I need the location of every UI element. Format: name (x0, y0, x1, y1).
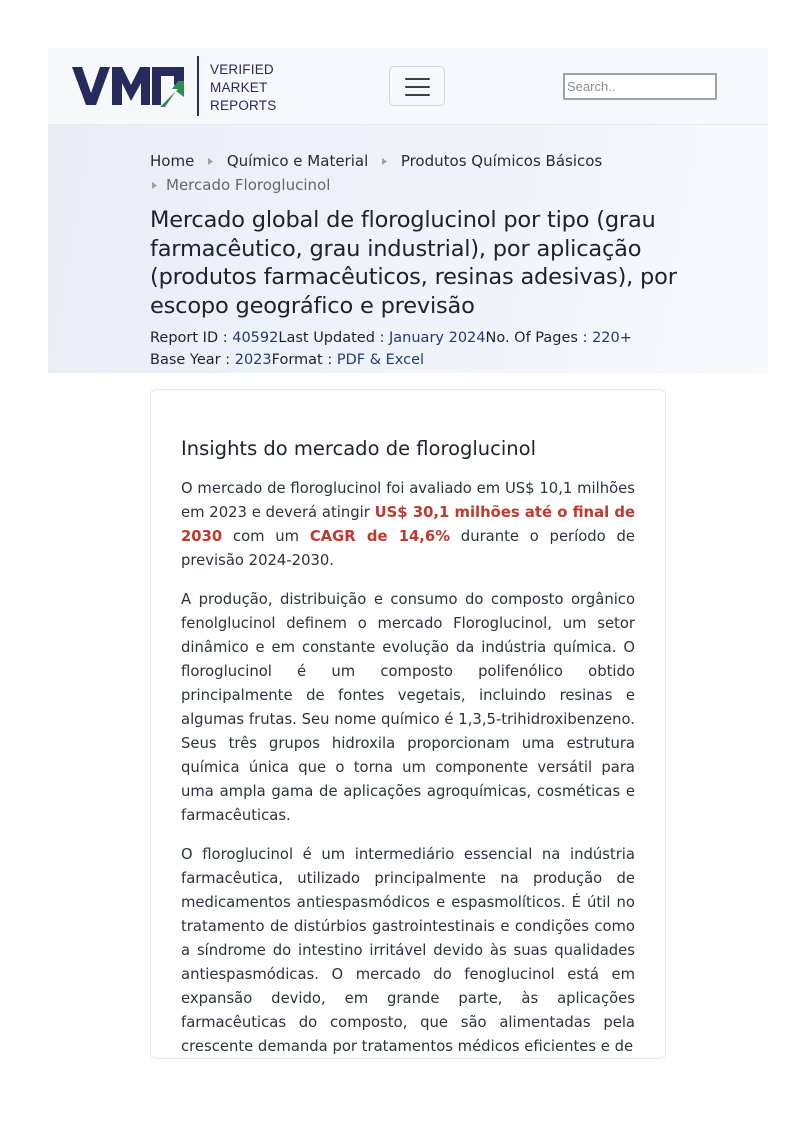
brand-name (210, 61, 290, 115)
breadcrumb-home[interactable]: Home (150, 152, 195, 170)
report-id-label: Report ID : (150, 330, 233, 346)
report-meta (150, 327, 670, 371)
site-logo[interactable] (72, 56, 282, 116)
hamburger-icon (405, 78, 430, 80)
insights-paragraph: A produção, distribuição e consumo do composto orgânico fenolglucinol definem o mercado Floroglucinol, um setor dinâmico e em constante evolução da indústria química. O floroglucinol é um composto polifenólico obtido principalmente de fontes vegetais, incluindo resinas e algumas frutas. Seu nome químico é 1,3,5-trihidroxibenzeno. Seus três grupos hidroxila proporcionam uma estrutura química única que o torna um componente versátil para uma ampla gama de aplicações agroquímicas, cosméticas e farmacêuticas. (181, 591, 635, 824)
format-label: Format : (271, 352, 337, 368)
logo-divider (197, 56, 199, 116)
brand-name-line: VERIFIED (210, 62, 274, 77)
breadcrumb-current: Mercado Floroglucinol (166, 176, 331, 194)
chevron-right-icon (208, 158, 213, 165)
insights-heading: Insights do mercado de floroglucinol (181, 437, 536, 460)
report-id-value: 40592 (232, 330, 279, 346)
menu-toggle-button[interactable] (389, 66, 445, 106)
base-year-label: Base Year : (150, 352, 235, 368)
chevron-right-icon (152, 182, 157, 189)
base-year-value: 2023 (234, 352, 272, 368)
insights-body (181, 477, 635, 1059)
vmr-logo-icon (72, 67, 184, 107)
top-navbar (48, 48, 768, 125)
brand-name-line: MARKET (210, 80, 268, 95)
highlight-market-value: US$ 30,1 milhões até o final de 2030 (181, 504, 636, 545)
pages-label: No. Of Pages : (485, 330, 593, 346)
insights-card (150, 389, 666, 1059)
page-title: Mercado global de floroglucinol por tipo (grau farmacêutico, grau industrial), por aplicação (produtos farmacêuticos, resinas adesivas), por escopo geográfico e previsão (150, 207, 677, 319)
paragraph-text: O mercado de floroglucinol foi avaliado em US$ 10,1 milhões em 2023 e deverá atingir (181, 480, 635, 521)
brand-name-line: REPORTS (210, 98, 277, 113)
format-value: PDF & Excel (336, 352, 425, 368)
breadcrumb-current-wrap (150, 173, 620, 197)
report-meta-row (150, 327, 670, 349)
breadcrumb-basic-chemicals[interactable]: Produtos Químicos Básicos (400, 152, 603, 170)
last-updated-value: January 2024 (389, 330, 486, 346)
insights-paragraph: O floroglucinol é um intermediário essencial na indústria farmacêutica, utilizado principalmente na produção de medicamentos antiespasmódicos e espasmolíticos. É útil no tratamento de distúrbios gastrointestinais e condições como a síndrome do intestino irritável devido às suas qualidades antiespasmódicas. O mercado do fenoglucinol está em expansão devido, em grande parte, às aplicações farmacêuticas do composto, que são alimentadas pela crescente demanda por tratamentos médicos eficientes e de (181, 846, 635, 1055)
paragraph-text: com um (222, 528, 310, 545)
insights-paragraph (181, 477, 635, 573)
last-updated-label: Last Updated : (278, 330, 390, 346)
chevron-right-icon (382, 158, 387, 165)
search-input[interactable] (563, 73, 717, 100)
breadcrumb (150, 149, 620, 197)
report-meta-row (150, 349, 670, 371)
paragraph-text: durante o período de previsão 2024-2030. (181, 528, 635, 569)
hamburger-icon (405, 94, 430, 96)
pages-value: 220+ (592, 330, 632, 346)
report-hero (48, 125, 768, 373)
breadcrumb-chemical-material[interactable]: Químico e Material (226, 152, 369, 170)
hamburger-icon (405, 86, 430, 88)
highlight-cagr: CAGR de 14,6% (309, 528, 451, 545)
